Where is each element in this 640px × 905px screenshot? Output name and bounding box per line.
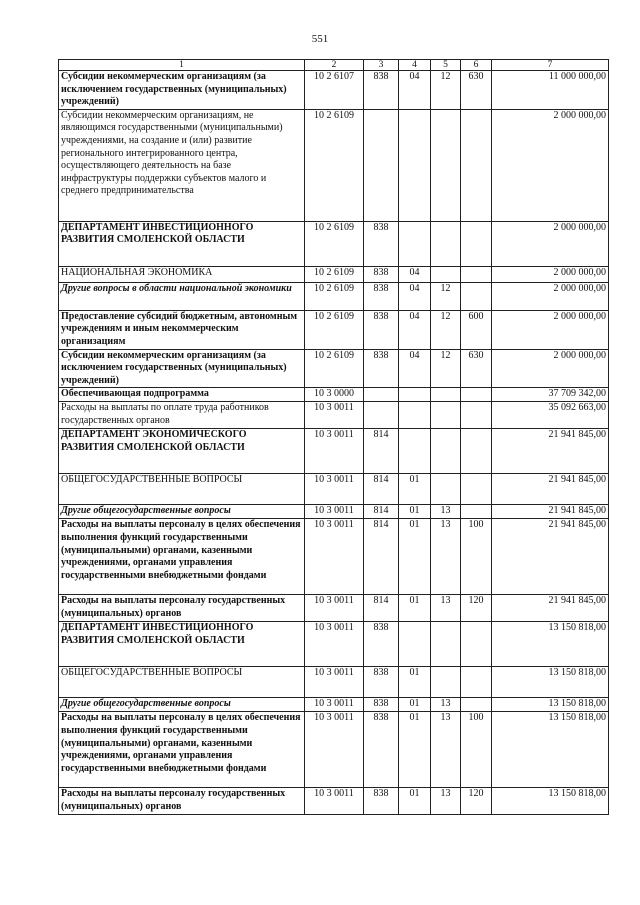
item-name: Обеспечивающая подпрограмма bbox=[59, 388, 305, 402]
subsection-code: 12 bbox=[431, 349, 461, 388]
amount: 13 150 818,00 bbox=[492, 698, 609, 712]
subsection-code: 12 bbox=[431, 71, 461, 110]
section-code: 04 bbox=[399, 349, 431, 388]
budget-table-body bbox=[59, 60, 609, 815]
administrator-code: 838 bbox=[364, 698, 399, 712]
administrator-code: 838 bbox=[364, 266, 399, 282]
target-article-code: 10 2 6109 bbox=[305, 109, 364, 221]
administrator-code: 814 bbox=[364, 595, 399, 622]
expense-type-code bbox=[461, 622, 492, 667]
table-row bbox=[59, 622, 609, 667]
column-number: 7 bbox=[492, 60, 609, 71]
target-article-code: 10 2 6109 bbox=[305, 282, 364, 310]
administrator-code: 838 bbox=[364, 622, 399, 667]
expense-type-code bbox=[461, 402, 492, 429]
table-row bbox=[59, 698, 609, 712]
section-code: 01 bbox=[399, 595, 431, 622]
table-row bbox=[59, 109, 609, 221]
administrator-code: 838 bbox=[364, 71, 399, 110]
amount: 11 000 000,00 bbox=[492, 71, 609, 110]
section-code: 04 bbox=[399, 71, 431, 110]
section-code bbox=[399, 221, 431, 266]
section-code: 01 bbox=[399, 667, 431, 698]
section-code: 01 bbox=[399, 712, 431, 788]
subsection-code bbox=[431, 266, 461, 282]
administrator-code: 838 bbox=[364, 310, 399, 349]
column-number: 2 bbox=[305, 60, 364, 71]
amount: 2 000 000,00 bbox=[492, 349, 609, 388]
expense-type-code: 120 bbox=[461, 788, 492, 815]
administrator-code: 814 bbox=[364, 505, 399, 519]
target-article-code: 10 2 6109 bbox=[305, 310, 364, 349]
target-article-code: 10 3 0011 bbox=[305, 667, 364, 698]
item-name: ОБЩЕГОСУДАРСТВЕННЫЕ ВОПРОСЫ bbox=[59, 667, 305, 698]
section-code: 04 bbox=[399, 266, 431, 282]
expense-type-code: 100 bbox=[461, 519, 492, 595]
item-name: Расходы на выплаты персоналу государственных (муниципальных) органов bbox=[59, 595, 305, 622]
table-row bbox=[59, 429, 609, 474]
item-name: ДЕПАРТАМЕНТ ИНВЕСТИЦИОННОГО РАЗВИТИЯ СМОЛЕНСКОЙ ОБЛАСТИ bbox=[59, 622, 305, 667]
section-code: 01 bbox=[399, 474, 431, 505]
expense-type-code bbox=[461, 109, 492, 221]
item-name: Другие общегосударственные вопросы bbox=[59, 505, 305, 519]
section-code: 01 bbox=[399, 505, 431, 519]
expense-type-code: 630 bbox=[461, 349, 492, 388]
target-article-code: 10 2 6109 bbox=[305, 266, 364, 282]
budget-table bbox=[58, 59, 609, 815]
section-code bbox=[399, 402, 431, 429]
amount: 37 709 342,00 bbox=[492, 388, 609, 402]
administrator-code: 838 bbox=[364, 667, 399, 698]
item-name: Расходы на выплаты персоналу государственных (муниципальных) органов bbox=[59, 788, 305, 815]
expense-type-code: 600 bbox=[461, 310, 492, 349]
item-name: Другие общегосударственные вопросы bbox=[59, 698, 305, 712]
amount: 2 000 000,00 bbox=[492, 310, 609, 349]
expense-type-code: 100 bbox=[461, 712, 492, 788]
item-name: Расходы на выплаты по оплате труда работников государственных органов bbox=[59, 402, 305, 429]
column-number: 4 bbox=[399, 60, 431, 71]
subsection-code: 13 bbox=[431, 698, 461, 712]
amount: 35 092 663,00 bbox=[492, 402, 609, 429]
amount: 2 000 000,00 bbox=[492, 221, 609, 266]
section-code: 04 bbox=[399, 282, 431, 310]
item-name: НАЦИОНАЛЬНАЯ ЭКОНОМИКА bbox=[59, 266, 305, 282]
section-code bbox=[399, 622, 431, 667]
target-article-code: 10 3 0011 bbox=[305, 595, 364, 622]
administrator-code bbox=[364, 109, 399, 221]
target-article-code: 10 2 6109 bbox=[305, 221, 364, 266]
column-number: 3 bbox=[364, 60, 399, 71]
subsection-code bbox=[431, 221, 461, 266]
table-row bbox=[59, 310, 609, 349]
page-number: 551 bbox=[311, 33, 329, 45]
item-name: Субсидии некоммерческим организациям (за исключением государственных (муниципальных) учреждений) bbox=[59, 71, 305, 110]
expense-type-code bbox=[461, 388, 492, 402]
table-row bbox=[59, 667, 609, 698]
table-row bbox=[59, 505, 609, 519]
target-article-code: 10 3 0011 bbox=[305, 622, 364, 667]
amount: 21 941 845,00 bbox=[492, 505, 609, 519]
amount: 2 000 000,00 bbox=[492, 109, 609, 221]
administrator-code: 814 bbox=[364, 474, 399, 505]
item-name: Субсидии некоммерческим организациям (за исключением государственных (муниципальных) учреждений) bbox=[59, 349, 305, 388]
subsection-code bbox=[431, 474, 461, 505]
subsection-code: 13 bbox=[431, 519, 461, 595]
target-article-code: 10 2 6109 bbox=[305, 349, 364, 388]
table-row bbox=[59, 388, 609, 402]
item-name: Субсидии некоммерческим организациям, не являющимся государственными (муниципальными) учреждениями, на создание и (или) развитие регионального интегрированного центра, осуществляющего деятельность на базе инфраструктуры поддержки субъектов малого и среднего предпринимательства bbox=[59, 109, 305, 221]
table-row bbox=[59, 402, 609, 429]
subsection-code bbox=[431, 388, 461, 402]
expense-type-code bbox=[461, 505, 492, 519]
section-code bbox=[399, 429, 431, 474]
table-row bbox=[59, 349, 609, 388]
administrator-code bbox=[364, 388, 399, 402]
amount: 13 150 818,00 bbox=[492, 788, 609, 815]
expense-type-code bbox=[461, 698, 492, 712]
item-name: Расходы на выплаты персоналу в целях обеспечения выполнения функций государственными (муниципальными) органами, казенными учреждениями, органами управления государственными внебюджетными фондами bbox=[59, 519, 305, 595]
subsection-code: 12 bbox=[431, 310, 461, 349]
amount: 13 150 818,00 bbox=[492, 667, 609, 698]
subsection-code: 13 bbox=[431, 505, 461, 519]
section-code: 01 bbox=[399, 519, 431, 595]
target-article-code: 10 3 0011 bbox=[305, 505, 364, 519]
target-article-code: 10 3 0011 bbox=[305, 474, 364, 505]
administrator-code bbox=[364, 402, 399, 429]
subsection-code bbox=[431, 667, 461, 698]
column-number: 1 bbox=[59, 60, 305, 71]
subsection-code: 13 bbox=[431, 595, 461, 622]
administrator-code: 838 bbox=[364, 349, 399, 388]
amount: 13 150 818,00 bbox=[492, 712, 609, 788]
table-row bbox=[59, 788, 609, 815]
subsection-code bbox=[431, 109, 461, 221]
section-code: 04 bbox=[399, 310, 431, 349]
expense-type-code bbox=[461, 282, 492, 310]
table-row bbox=[59, 221, 609, 266]
table-row bbox=[59, 595, 609, 622]
item-name: Другие вопросы в области национальной экономики bbox=[59, 282, 305, 310]
table-row bbox=[59, 71, 609, 110]
item-name: ОБЩЕГОСУДАРСТВЕННЫЕ ВОПРОСЫ bbox=[59, 474, 305, 505]
expense-type-code bbox=[461, 667, 492, 698]
item-name: Расходы на выплаты персоналу в целях обеспечения выполнения функций государственными (муниципальными) органами, казенными учреждениями, органами управления государственными внебюджетными фондами bbox=[59, 712, 305, 788]
amount: 13 150 818,00 bbox=[492, 622, 609, 667]
amount: 2 000 000,00 bbox=[492, 282, 609, 310]
administrator-code: 838 bbox=[364, 221, 399, 266]
column-number: 5 bbox=[431, 60, 461, 71]
subsection-code bbox=[431, 402, 461, 429]
table-row bbox=[59, 282, 609, 310]
expense-type-code: 630 bbox=[461, 71, 492, 110]
subsection-code bbox=[431, 429, 461, 474]
amount: 21 941 845,00 bbox=[492, 474, 609, 505]
table-row bbox=[59, 712, 609, 788]
subsection-code bbox=[431, 622, 461, 667]
expense-type-code bbox=[461, 266, 492, 282]
amount: 2 000 000,00 bbox=[492, 266, 609, 282]
item-name: ДЕПАРТАМЕНТ ИНВЕСТИЦИОННОГО РАЗВИТИЯ СМОЛЕНСКОЙ ОБЛАСТИ bbox=[59, 221, 305, 266]
administrator-code: 814 bbox=[364, 429, 399, 474]
amount: 21 941 845,00 bbox=[492, 519, 609, 595]
section-code bbox=[399, 109, 431, 221]
target-article-code: 10 3 0000 bbox=[305, 388, 364, 402]
table-row bbox=[59, 474, 609, 505]
target-article-code: 10 2 6107 bbox=[305, 71, 364, 110]
administrator-code: 814 bbox=[364, 519, 399, 595]
section-code: 01 bbox=[399, 788, 431, 815]
target-article-code: 10 3 0011 bbox=[305, 519, 364, 595]
administrator-code: 838 bbox=[364, 712, 399, 788]
section-code bbox=[399, 388, 431, 402]
expense-type-code bbox=[461, 429, 492, 474]
amount: 21 941 845,00 bbox=[492, 595, 609, 622]
target-article-code: 10 3 0011 bbox=[305, 712, 364, 788]
section-code: 01 bbox=[399, 698, 431, 712]
administrator-code: 838 bbox=[364, 788, 399, 815]
expense-type-code bbox=[461, 474, 492, 505]
expense-type-code: 120 bbox=[461, 595, 492, 622]
expense-type-code bbox=[461, 221, 492, 266]
column-number: 6 bbox=[461, 60, 492, 71]
subsection-code: 13 bbox=[431, 788, 461, 815]
administrator-code: 838 bbox=[364, 282, 399, 310]
item-name: ДЕПАРТАМЕНТ ЭКОНОМИЧЕСКОГО РАЗВИТИЯ СМОЛЕНСКОЙ ОБЛАСТИ bbox=[59, 429, 305, 474]
target-article-code: 10 3 0011 bbox=[305, 698, 364, 712]
item-name: Предоставление субсидий бюджетным, автономным учреждениям и иным некоммерческим организациям bbox=[59, 310, 305, 349]
subsection-code: 12 bbox=[431, 282, 461, 310]
target-article-code: 10 3 0011 bbox=[305, 429, 364, 474]
table-row bbox=[59, 266, 609, 282]
subsection-code: 13 bbox=[431, 712, 461, 788]
amount: 21 941 845,00 bbox=[492, 429, 609, 474]
table-row bbox=[59, 519, 609, 595]
column-numbers-row bbox=[59, 60, 609, 71]
target-article-code: 10 3 0011 bbox=[305, 402, 364, 429]
target-article-code: 10 3 0011 bbox=[305, 788, 364, 815]
